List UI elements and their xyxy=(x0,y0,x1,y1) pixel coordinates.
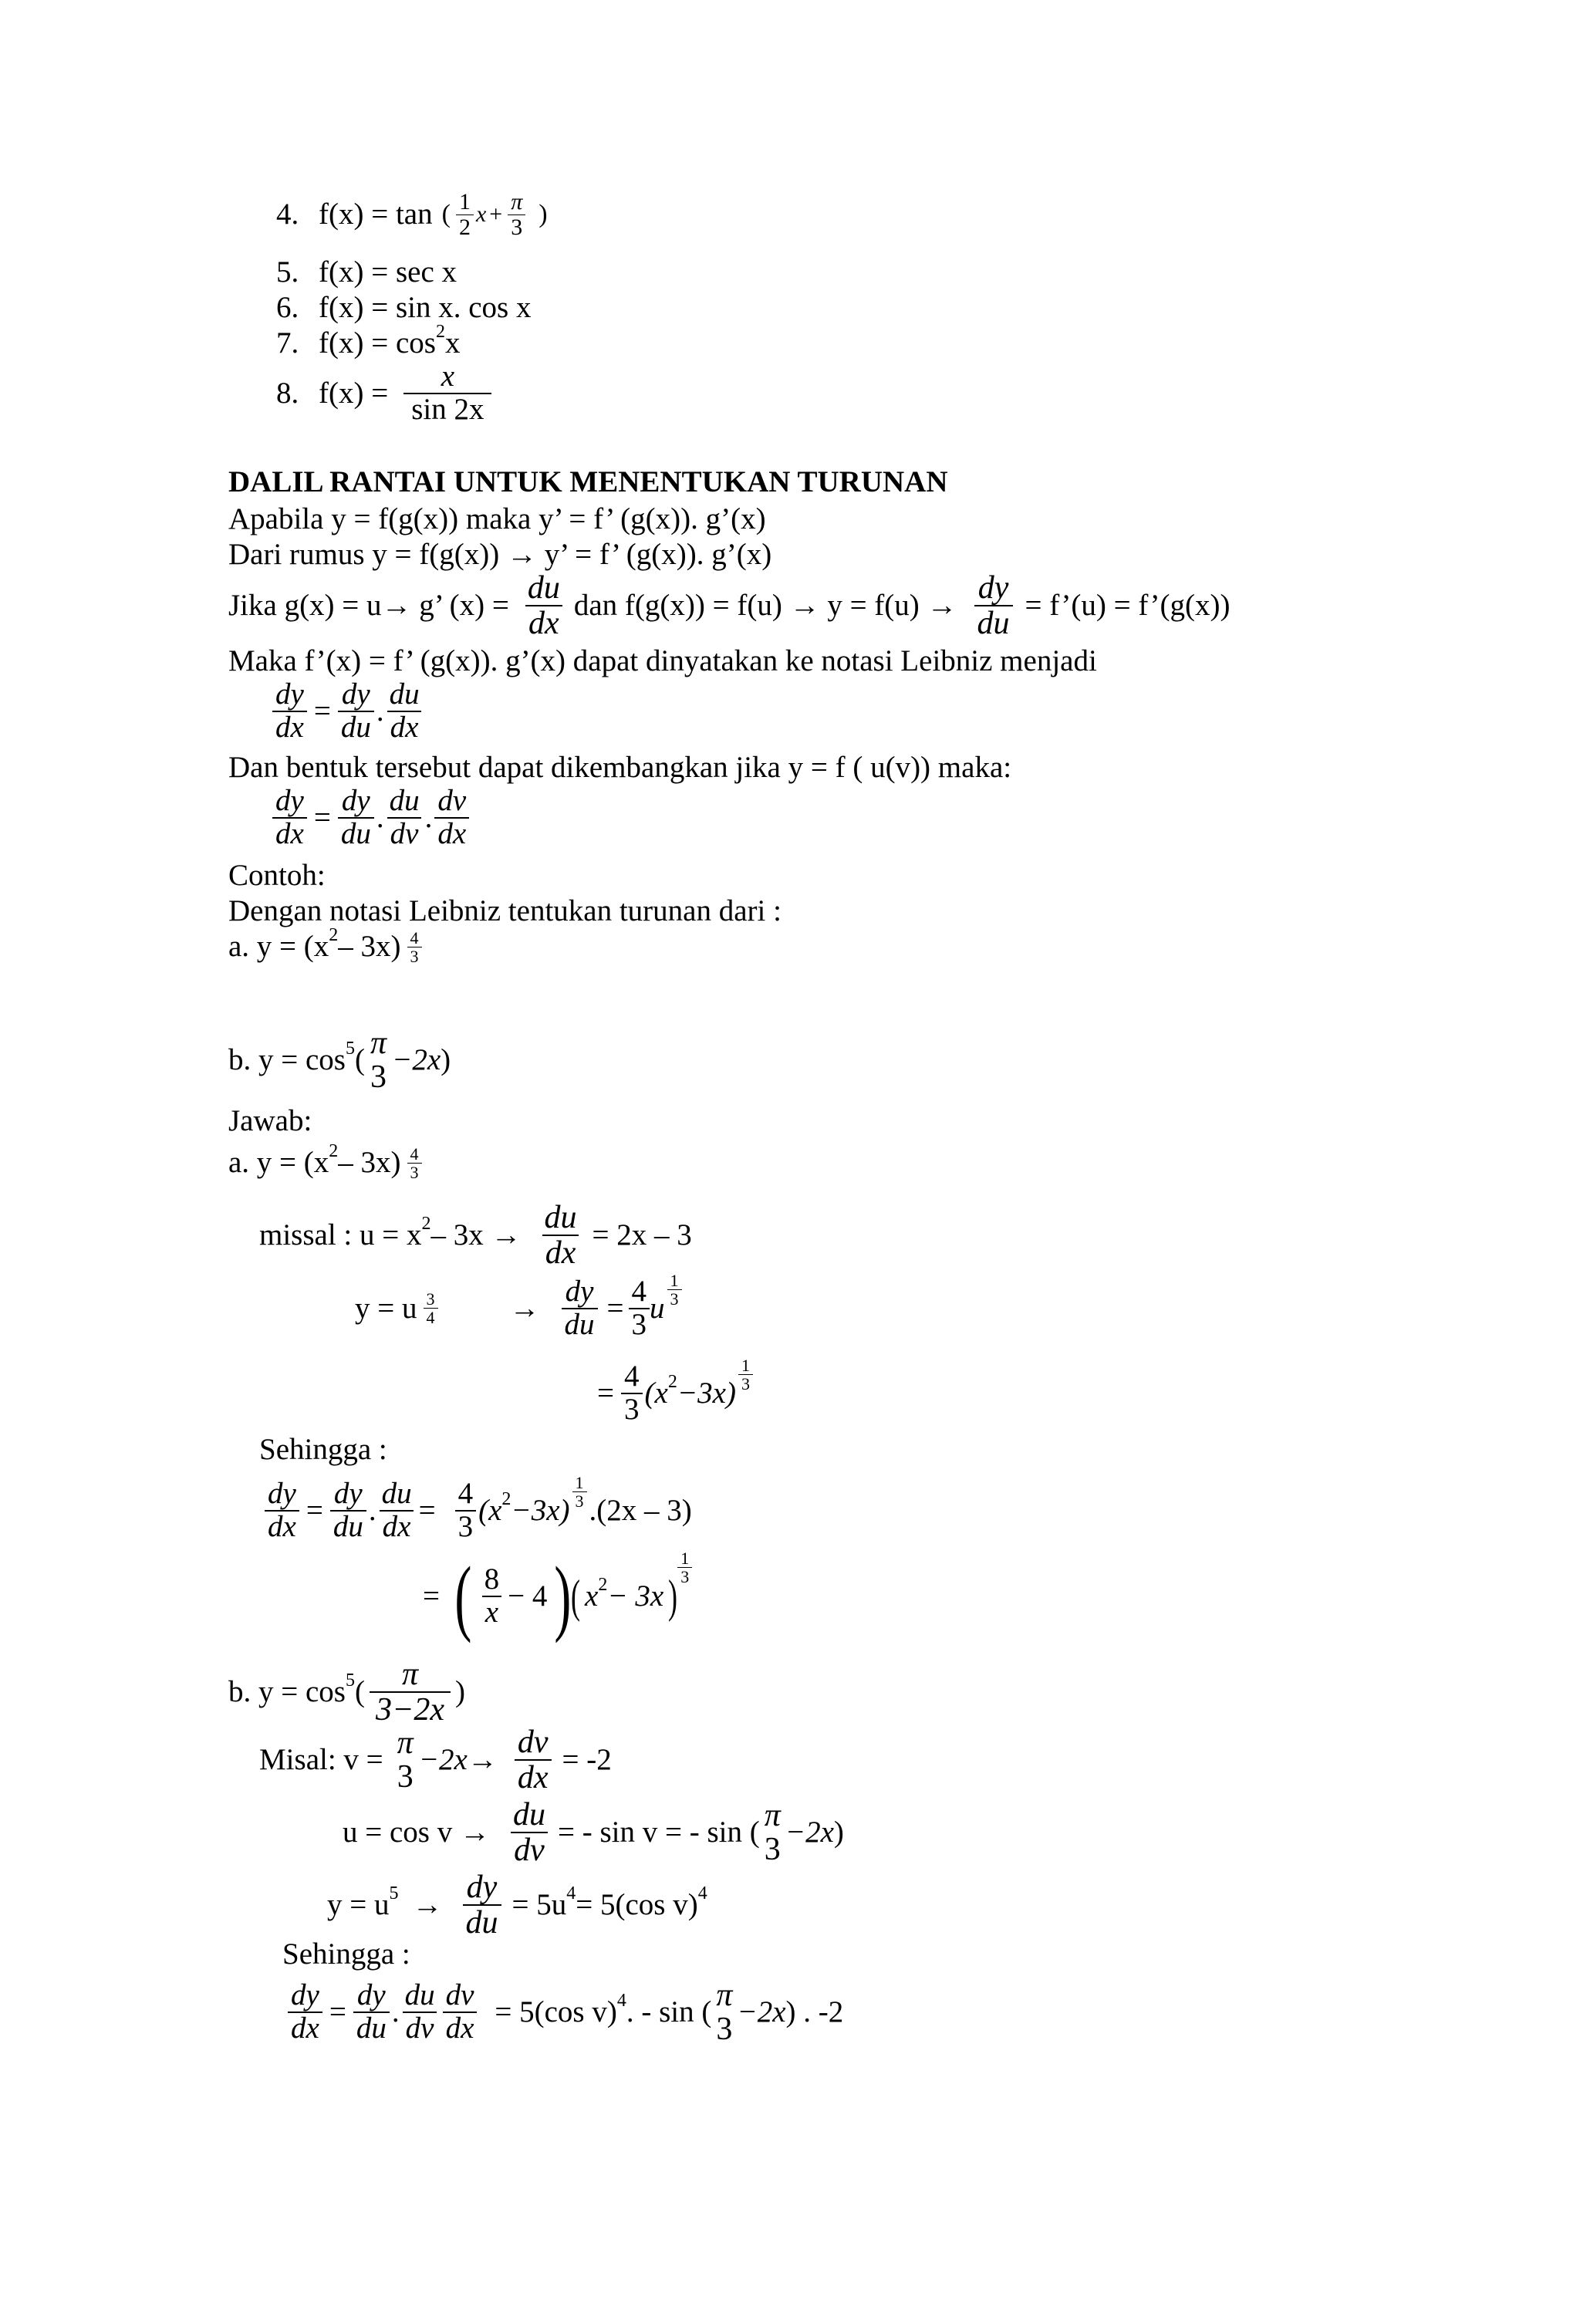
text-line: Jawab: xyxy=(228,1104,312,1137)
fraction-one-half: 1 2 xyxy=(456,190,474,239)
derivative-line: = $\frac{4}{3}$ ( x 2 −3x) 1 3 xyxy=(592,1361,755,1426)
list-item-7: 7. f(x) = cos 2 x xyxy=(276,322,461,360)
result-a-line-2: = ( 8 x − 4 ) ( x 2 − 3x ) 1 3 xyxy=(423,1554,694,1639)
text-line: Sehingga : xyxy=(282,1937,410,1971)
var-x: x xyxy=(475,201,487,227)
missal-line: missal : u = x 2 – 3x → $\frac{du}{dx}$ = 2x – 3 xyxy=(259,1200,692,1272)
u-cos-line: u = cos v → $\frac{du}{dv}$ = - sin v = - sin ( π 3 −2x ) xyxy=(343,1797,844,1869)
misal-v-line: Misal: v = π 3 −2x → $\frac{dv}{dx}$ = -2 xyxy=(259,1724,612,1796)
leibniz-formula-1: $\frac{dy}{dx}$ = $\frac{dy}{du}$ . du dx xyxy=(270,679,425,744)
answer-b-heading: b. y = cos 5 ( π 3−2x ) xyxy=(228,1657,465,1728)
y-u5-line: y = u 5 → $\frac{dy}{du}$ = 5u 4 = 5(cos v) 4 xyxy=(327,1870,707,1941)
item-text: f(x) = tan xyxy=(319,197,433,231)
list-item-4 xyxy=(276,190,551,239)
plus-sign: + xyxy=(489,201,503,227)
fraction-x-sin2x: $\frac{x}{\sin 2x}$ xyxy=(403,361,491,426)
text-line: Contoh: xyxy=(228,859,326,892)
list-item-8: 8. f(x) = $\frac{x}{\sin 2x}$ xyxy=(276,361,494,426)
text-line: Apabila y = f(g(x)) maka y’ = f’ (g(x)). g’(x) xyxy=(228,502,766,535)
text-line: Dari rumus y = f(g(x)) → y’ = f’ (g(x)). g’(x) xyxy=(228,538,772,571)
paren-close: ) xyxy=(538,199,548,228)
item-number: 4. xyxy=(276,197,299,231)
result-a-line-1: $\frac{dy}{dx}$ = $\frac{dy}{du}$ . $\frac{du}{dx}$ = $\frac{4}{3}$ ( x 2 −3x) 1 3 .(2x – 3) xyxy=(262,1478,692,1543)
fraction-dy-du: $\frac{dy}{du}$ xyxy=(974,571,1013,640)
leibniz-formula-2: $\frac{dy}{dx}$ = $\frac{dy}{du}$ . du dv . dv dx xyxy=(270,785,471,850)
text-line: Maka f’(x) = f’ (g(x)). g’(x) dapat dinyatakan ke notasi Leibniz menjadi xyxy=(228,644,1097,677)
section-title: DALIL RANTAI UNTUK MENENTUKAN TURUNAN xyxy=(228,465,948,498)
text-line: Dan bentuk tersebut dapat dikembangkan jika y = f ( u(v)) maka: xyxy=(228,751,1012,784)
result-b-line: $\frac{dy}{dx}$ = $\frac{dy}{du}$ . du dv $\frac{dv}{dx}$ = 5(cos v) 4 . - sin ( π 3 −2x ) . -2 xyxy=(285,1978,843,2046)
text-line: Sehingga : xyxy=(259,1433,387,1466)
fraction-du-dx: $\frac{du}{dx}$ xyxy=(525,571,563,640)
exponent-4-3: 4 3 xyxy=(407,929,422,965)
jika-line: Jika g(x) = u→ g’ (x) = $\frac{du}{dx}$ dan f(g(x)) = f(u) → y = f(u) → $\frac{dy}{du}$ = f’(u) = f’(g(x)) xyxy=(228,570,1231,642)
fraction-pi-third: $\frac{\pi}{3}$ xyxy=(508,190,525,239)
problem-b: b. y = cos 5 ( π 3 −2x ) xyxy=(228,1025,451,1096)
answer-a-heading: a. y = (x 2 – 3x) 4 3 xyxy=(228,1145,424,1181)
text-line: Dengan notasi Leibniz tentukan turunan dari : xyxy=(228,894,782,927)
list-item-5: 5. f(x) = sec x xyxy=(276,255,457,289)
list-item-6: 6. f(x) = sin x. cos x xyxy=(276,291,532,324)
paren-open: ( xyxy=(441,199,451,228)
problem-a: a. y = (x 2 – 3x) 4 3 xyxy=(228,929,424,965)
y-u-line: y = u 3 4 → $\frac{dy}{du}$ = $\frac{4}{3}$ u 1 3 xyxy=(355,1276,684,1341)
